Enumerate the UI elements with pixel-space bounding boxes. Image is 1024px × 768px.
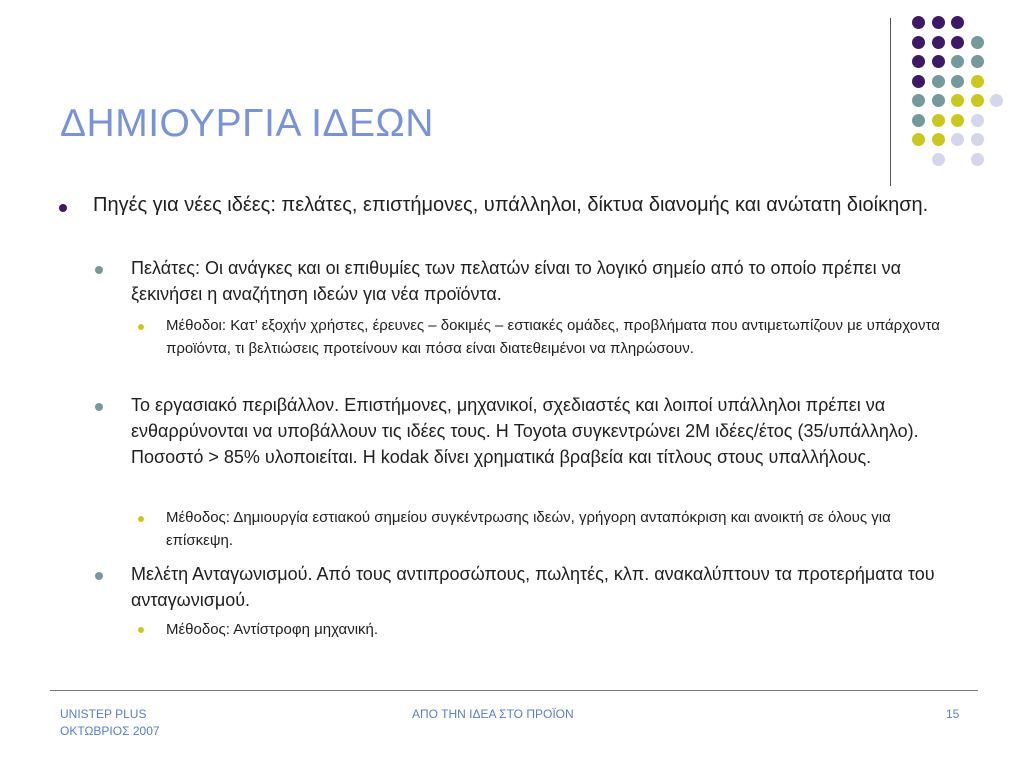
bullet-level2-text: Μελέτη Ανταγωνισμού. Από τους αντιπροσώπους, πωλητές, κλπ. ανακαλύπτουν τα προτερήματα του ανταγωνισμού. — [131, 564, 935, 610]
bullet-level2-icon — [95, 572, 103, 580]
decorative-dot — [971, 94, 984, 107]
decorative-dot — [971, 75, 984, 88]
footer-date: ΟΚΤΩΒΡΙΟΣ 2007 — [60, 724, 160, 738]
decorative-dot — [912, 114, 925, 127]
decorative-dot — [971, 55, 984, 68]
decorative-dot — [971, 133, 984, 146]
vertical-divider — [890, 18, 891, 186]
bullet-level1-text: Πηγές για νέες ιδέες: πελάτες, επιστήμονες, υπάλληλοι, δίκτυα διανομής και ανώτατη διοίκηση. — [93, 194, 929, 216]
decorative-dot — [951, 114, 964, 127]
decorative-dot — [932, 133, 945, 146]
bullet-level2-text: Πελάτες: Οι ανάγκες και οι επιθυμίες των πελατών είναι το λογικό σημείο από το οποίο πρέπει να ξεκινήσει η αναζήτηση ιδεών για νέα προϊόντα. — [131, 258, 901, 304]
decorative-dot — [932, 153, 945, 166]
decorative-dot — [932, 16, 945, 29]
decorative-dot — [932, 55, 945, 68]
decorative-dot — [932, 114, 945, 127]
decorative-dot — [971, 114, 984, 127]
decorative-dot — [951, 75, 964, 88]
decorative-dot — [951, 94, 964, 107]
decorative-dot — [912, 55, 925, 68]
decorative-dot — [951, 133, 964, 146]
decorative-dot — [951, 55, 964, 68]
footer-center-title: ΑΠΟ ΤΗΝ ΙΔΕΑ ΣΤΟ ΠΡΟΪΟΝ — [412, 707, 574, 721]
decorative-dot — [912, 16, 925, 29]
bullet-level3-icon — [138, 324, 144, 330]
bullet-level3-text: Μέθοδοι: Κατ’ εξοχήν χρήστες, έρευνες – δοκιμές – εστιακές ομάδες, προβλήματα που αντιμετωπίζουν με υπάρχοντα προϊόντα, τι βελτιώσεις προτείνουν και πόσα είναι διατεθειμένοι να πληρώσουν. — [166, 317, 940, 357]
decorative-dot — [932, 94, 945, 107]
decorative-dot — [912, 75, 925, 88]
bullet-level2-text: Το εργασιακό περιβάλλον. Επιστήμονες, μηχανικοί, σχεδιαστές και λοιποί υπάλληλοι πρέπει να ενθαρρύνονται να υποβάλλουν τις ιδέες τους. Η Toyota συγκεντρώνει 2Μ ιδέες/έτος (35/υπάλληλο). Ποσοστό > 85% υλοποιείται. Η kodak δίνει χρηματικά βραβεία και τίτλους στους υπαλλήλους. — [131, 395, 919, 467]
decorative-dot — [932, 36, 945, 49]
slide-title: ΔΗΜΙΟΥΡΓΙΑ ΙΔΕΩΝ — [60, 102, 434, 145]
bullet-level3-icon — [138, 627, 144, 633]
decorative-dot — [912, 36, 925, 49]
bullet-level3-icon — [138, 516, 144, 522]
footer-divider — [50, 690, 978, 691]
bullet-level2-icon — [95, 266, 103, 274]
decorative-dot — [951, 36, 964, 49]
decorative-dot — [912, 133, 925, 146]
decorative-dot — [971, 36, 984, 49]
decorative-dot — [990, 94, 1003, 107]
bullet-level3-text: Μέθοδος: Δημιουργία εστιακού σημείου συγκέντρωσης ιδεών, γρήγορη ανταπόκριση και ανοικτή σε όλους για επίσκεψη. — [166, 509, 891, 549]
decorative-dot — [912, 94, 925, 107]
bullet-level2-icon — [95, 403, 103, 411]
decorative-dot — [932, 75, 945, 88]
bullet-level1-icon — [59, 204, 67, 212]
footer-org: UNISTEP PLUS — [60, 707, 147, 721]
bullet-level3-text: Μέθοδος: Αντίστροφη μηχανική. — [166, 621, 379, 638]
decorative-dot — [971, 153, 984, 166]
decorative-dot — [951, 16, 964, 29]
page-number: 15 — [946, 707, 960, 721]
